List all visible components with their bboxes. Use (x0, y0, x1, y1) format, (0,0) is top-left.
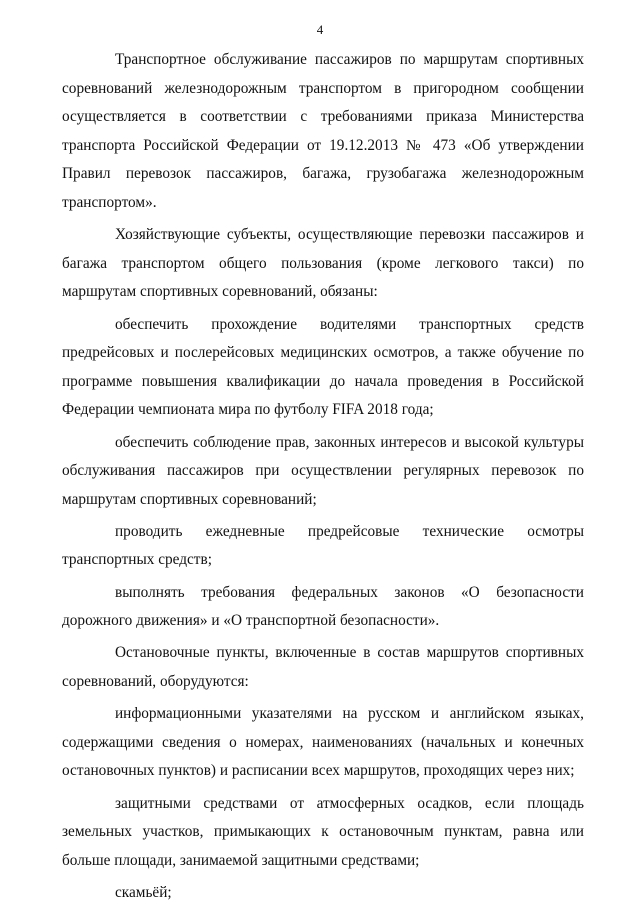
paragraph-weather-protection: защитными средствами от атмосферных осадков, если площадь земельных участков, примыкающих к остановочным пунктам, равна или больше площади, занимаемой защитными средствами; (62, 794, 584, 869)
paragraph-carrier-obligations: Хозяйствующие субъекты, осуществляющие перевозки пассажиров и багажа транспортом общего пользования (кроме легкового такси) по маршрутам спортивных соревнований, обязаны: (62, 226, 584, 301)
paragraph-medical-checks: обеспечить прохождение водителями транспортных средств предрейсовых и послерейсовых медицинских осмотров, а также обучение по программе повышения квалификации до начала проведения в Российской Федерации чемпионата мира по футболу FIFA 2018 года; (62, 315, 584, 419)
paragraph-info-signs: информационными указателями на русском и английском языках, содержащими сведения о номерах, наименованиях (начальных и конечных остановочных пунктов) и расписании всех маршрутов, проходящих через них; (62, 705, 584, 780)
document-body (62, 46, 584, 911)
paragraph-stops-equipment: Остановочные пункты, включенные в состав маршрутов спортивных соревнований, оборудуются: (62, 644, 584, 691)
paragraph-passenger-rights: обеспечить соблюдение прав, законных интересов и высокой культуры обслуживания пассажиров при осуществлении регулярных перевозок по маршрутам спортивных соревнований; (62, 433, 584, 508)
paragraph-rail-transport: Транспортное обслуживание пассажиров по маршрутам спортивных соревнований железнодорожным транспортом в пригородном сообщении осуществляется в соответствии с требованиями приказа Министерства транспорта Российской Федерации от 19.12.2013 № 473 «Об утверждении Правил перевозок пассажиров, багажа, грузобагажа железнодорожным транспортом». (62, 51, 584, 211)
page-number: 4 (316, 22, 324, 37)
paragraph-technical-inspections: проводить ежедневные предрейсовые технические осмотры транспортных средств; (62, 522, 584, 569)
paragraph-bench: скамьёй; (115, 883, 172, 901)
paragraph-federal-laws: выполнять требования федеральных законов «О безопасности дорожного движения» и «О транспортной безопасности». (62, 583, 584, 630)
